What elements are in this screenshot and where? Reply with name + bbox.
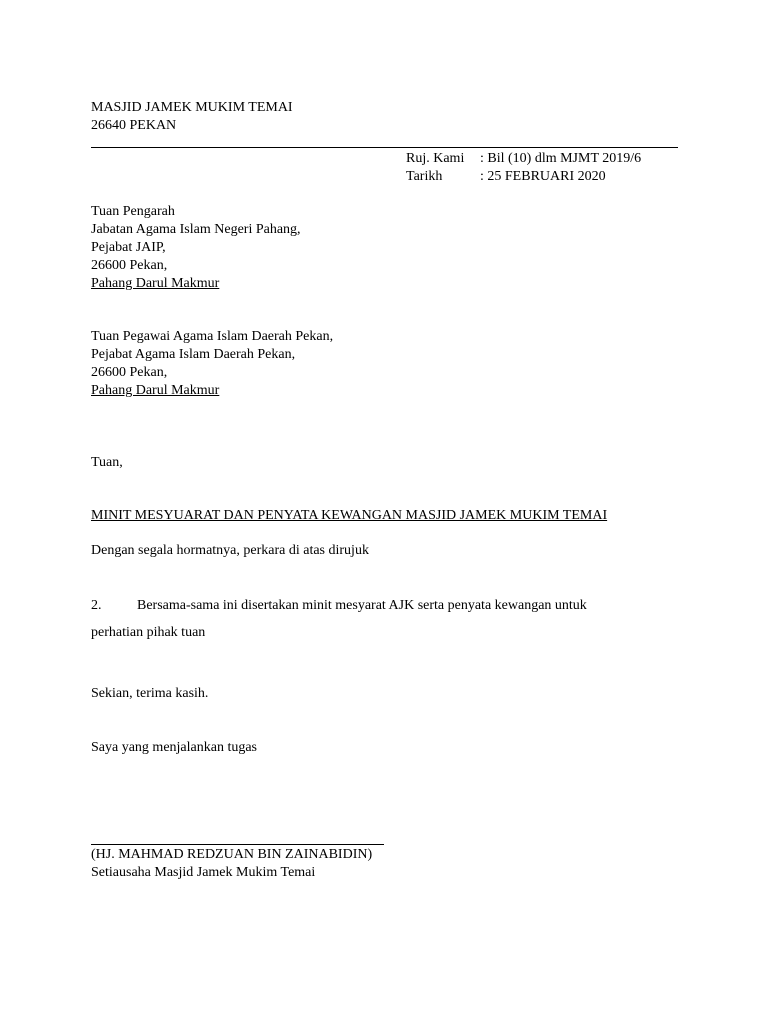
reference-block	[406, 150, 641, 186]
header-divider	[91, 147, 678, 148]
recipient1-line5: Pahang Darul Makmur	[91, 276, 220, 291]
sender-block	[91, 99, 293, 135]
recipient1-line2: Jabatan Agama Islam Negeri Pahang,	[91, 222, 301, 237]
signature-line	[91, 844, 384, 845]
ruj-label: Ruj. Kami	[406, 151, 465, 166]
date-row	[406, 168, 641, 186]
sender-name: MASJID JAMEK MUKIM TEMAI	[91, 100, 293, 115]
recipient1-line1: Tuan Pengarah	[91, 204, 175, 219]
duty-line: Saya yang menjalankan tugas	[91, 740, 258, 755]
recipient2-line4: Pahang Darul Makmur	[91, 383, 220, 398]
recipient2-line1: Tuan Pegawai Agama Islam Daerah Pekan,	[91, 329, 334, 344]
closing: Sekian, terima kasih.	[91, 686, 209, 701]
paragraph-2-line2: perhatian pihak tuan	[91, 625, 206, 640]
recipient2-line3: 26600 Pekan,	[91, 365, 168, 380]
signatory-name: (HJ. MAHMAD REDZUAN BIN ZAINABIDIN)	[91, 847, 373, 862]
recipient1-line3: Pejabat JAIP,	[91, 240, 166, 255]
recipient2-line2: Pejabat Agama Islam Daerah Pekan,	[91, 347, 296, 362]
paragraph-2-line1: Bersama-sama ini disertakan minit mesyarat AJK serta penyata kewangan untuk	[137, 598, 587, 613]
recipient1-line4: 26600 Pekan,	[91, 258, 168, 273]
date-value: : 25 FEBRUARI 2020	[480, 169, 606, 184]
recipient-address-2	[91, 328, 333, 400]
paragraph-2-number: 2.	[91, 598, 102, 613]
ruj-value: : Bil (10) dlm MJMT 2019/6	[480, 151, 642, 166]
recipient-address-1	[91, 203, 301, 293]
intro-paragraph: Dengan segala hormatnya, perkara di atas dirujuk	[91, 543, 369, 558]
sender-postcode-city: 26640 PEKAN	[91, 118, 177, 133]
subject-line: MINIT MESYUARAT DAN PENYATA KEWANGAN MASJID JAMEK MUKIM TEMAI	[91, 508, 608, 523]
signatory-title: Setiausaha Masjid Jamek Mukim Temai	[91, 865, 316, 880]
date-label: Tarikh	[406, 169, 443, 184]
salutation: Tuan,	[91, 455, 123, 470]
reference-row	[406, 150, 641, 168]
